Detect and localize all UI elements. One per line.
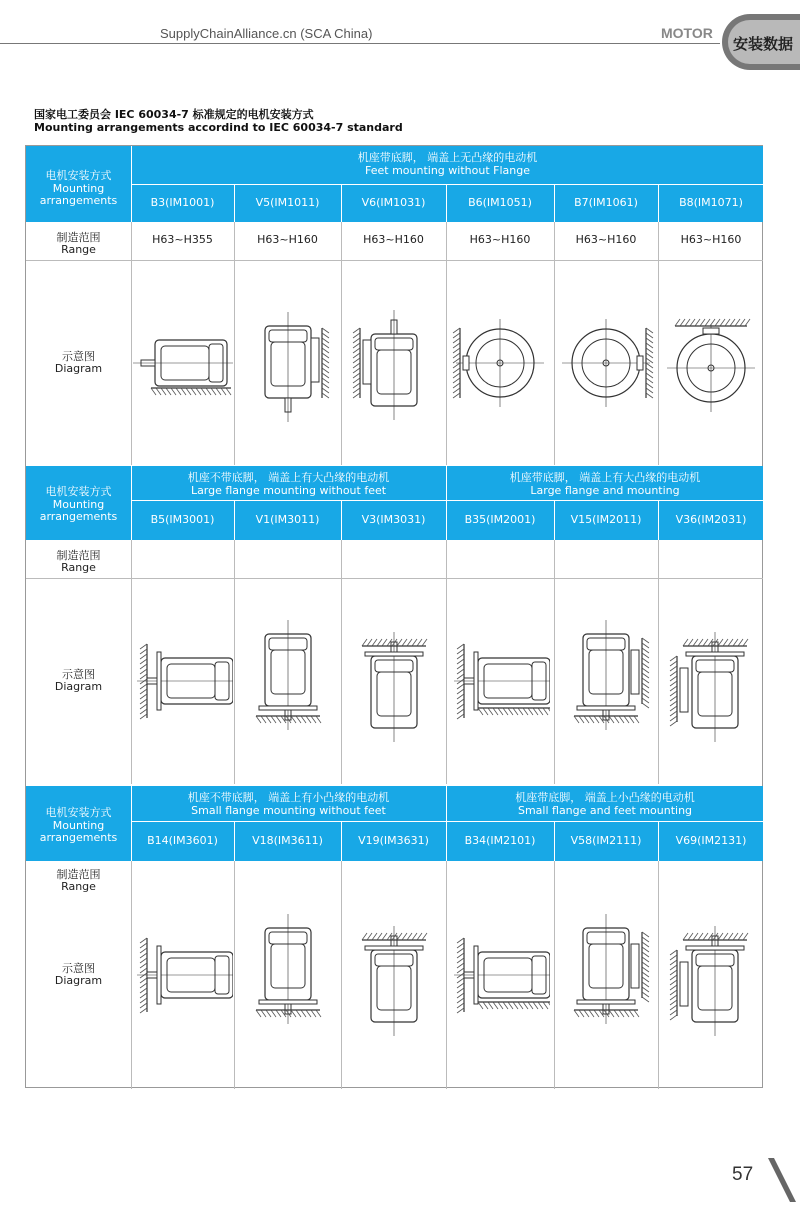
column-divider (446, 861, 447, 1089)
header-rule (0, 43, 720, 44)
motor-diagram (556, 298, 656, 428)
column-divider (554, 540, 555, 784)
range-value: H63~H160 (363, 233, 424, 246)
mounting-code: B7(IM1061) (574, 196, 638, 209)
column-divider (658, 222, 659, 465)
motor-diagram (661, 298, 761, 428)
header-section: MOTOR (661, 25, 713, 41)
mounting-code: V36(IM2031) (675, 513, 747, 526)
motor-diagram (238, 616, 338, 746)
group-heading-zh: 机座不带底脚， 端盖上有大凸缘的电动机 (187, 471, 390, 484)
mount-label-zh: 电机安装方式 (45, 169, 112, 182)
range-value: H63~H160 (469, 233, 531, 246)
motor-diagram (238, 910, 338, 1040)
mounting-code: V1(IM3011) (255, 513, 320, 526)
mount-label-zh: 电机安装方式 (45, 485, 112, 498)
mounting-code: V18(IM3611) (252, 834, 323, 847)
diagram-label-en: Diagram (54, 680, 103, 693)
mounting-code: V58(IM2111) (570, 834, 642, 847)
column-divider (341, 861, 342, 1089)
page-title-en: Mounting arrangements accordind to IEC 60034-7 standard (34, 121, 403, 134)
mounting-code: B6(IM1051) (468, 196, 532, 209)
column-divider (554, 222, 555, 465)
page-title-zh: 国家电工委员会 IEC 60034-7 标准规定的电机安装方式 (34, 108, 314, 121)
range-label-en: Range (61, 561, 96, 574)
group-heading-en: Large flange and mounting (530, 484, 680, 497)
group-heading-zh: 机座带底脚， 端盖上无凸缘的电动机 (357, 151, 538, 164)
column-divider (554, 861, 555, 1089)
column-divider (658, 861, 659, 1089)
range-label-en: Range (61, 243, 96, 256)
mount-label-en1: Mounting (52, 182, 105, 195)
header-site: SupplyChainAlliance.cn (SCA China) (160, 26, 373, 41)
row-divider (26, 578, 763, 579)
group-heading-zh: 机座带底脚， 端盖上小凸缘的电动机 (515, 791, 695, 804)
mounting-code: V19(IM3631) (358, 834, 429, 847)
group-heading-en: Small flange and feet mounting (517, 804, 693, 817)
mount-label-en1: Mounting (52, 498, 105, 511)
diagram-label-zh: 示意图 (62, 349, 95, 363)
mount-label (26, 484, 131, 523)
mounting-code: V69(IM2131) (675, 834, 747, 847)
mount-label-en2: arrangements (39, 510, 118, 523)
page-number: 57 (732, 1164, 754, 1185)
mount-label (26, 805, 131, 844)
mounting-code: V6(IM1031) (361, 196, 426, 209)
mounting-code: V5(IM1011) (255, 196, 320, 209)
diagram-label-en: Diagram (54, 974, 103, 987)
motor-diagram (450, 616, 550, 746)
mount-label-en2: arrangements (39, 831, 118, 844)
mounting-code: B8(IM1071) (679, 196, 743, 209)
mounting-code: B35(IM2001) (464, 513, 536, 526)
mount-label-en2: arrangements (39, 194, 118, 207)
motor-diagram (344, 910, 444, 1040)
mounting-code: B34(IM2101) (464, 834, 536, 847)
page-title (34, 108, 403, 134)
column-divider (234, 540, 235, 784)
page-corner-mark (768, 1158, 800, 1208)
mounting-code: V15(IM2011) (570, 513, 642, 526)
mounting-code: B3(IM1001) (150, 196, 215, 209)
range-value: H63~H160 (575, 233, 637, 246)
mount-label-en1: Mounting (52, 819, 105, 832)
motor-diagram (556, 616, 656, 746)
mount-label-zh: 电机安装方式 (45, 806, 112, 819)
group-heading-zh: 机座不带底脚， 端盖上有小凸缘的电动机 (187, 791, 390, 804)
mounting-code: B14(IM3601) (147, 834, 218, 847)
band-divider (131, 821, 763, 822)
column-divider (658, 540, 659, 784)
group-heading-en: Feet mounting without Flange (365, 164, 530, 177)
motor-diagram (133, 298, 233, 428)
column-divider (234, 222, 235, 465)
motor-diagram (344, 616, 444, 746)
column-divider (341, 222, 342, 465)
diagram-label-zh: 示意图 (62, 668, 95, 681)
mounting-code: B5(IM3001) (150, 513, 215, 526)
band-divider (131, 184, 763, 185)
motor-diagram (344, 298, 444, 428)
motor-diagram (450, 910, 550, 1040)
range-label-zh: 制造范围 (56, 868, 101, 881)
group-heading-en: Small flange mounting without feet (191, 804, 386, 817)
range-label-zh: 制造范围 (56, 549, 101, 562)
group-heading-en: Large flange mounting without feet (190, 484, 387, 497)
motor-diagram (556, 910, 656, 1040)
header-tab-label: 安装数据 (733, 35, 794, 53)
column-divider (234, 861, 235, 1089)
motor-diagram (661, 616, 761, 746)
diagram-label-en: Diagram (54, 361, 103, 375)
column-divider (446, 222, 447, 465)
mounting-table (25, 145, 763, 1088)
motor-diagram (661, 910, 761, 1040)
column-divider (341, 540, 342, 784)
motor-diagram (133, 616, 233, 746)
mounting-code: V3(IM3031) (361, 513, 426, 526)
motor-diagram (133, 910, 233, 1040)
mount-label (26, 168, 131, 207)
range-value: H63~H160 (680, 233, 742, 246)
range-value: H63~H355 (152, 233, 213, 246)
column-divider (446, 540, 447, 784)
band-divider (131, 500, 763, 501)
range-value: H63~H160 (257, 233, 318, 246)
diagram-label-zh: 示意图 (62, 962, 95, 975)
group-heading-zh: 机座带底脚， 端盖上有大凸缘的电动机 (509, 471, 701, 484)
row-divider (26, 260, 763, 261)
motor-diagram (238, 298, 338, 428)
range-label-zh: 制造范围 (56, 231, 101, 244)
motor-diagram (450, 298, 550, 428)
range-label-en: Range (61, 880, 96, 893)
